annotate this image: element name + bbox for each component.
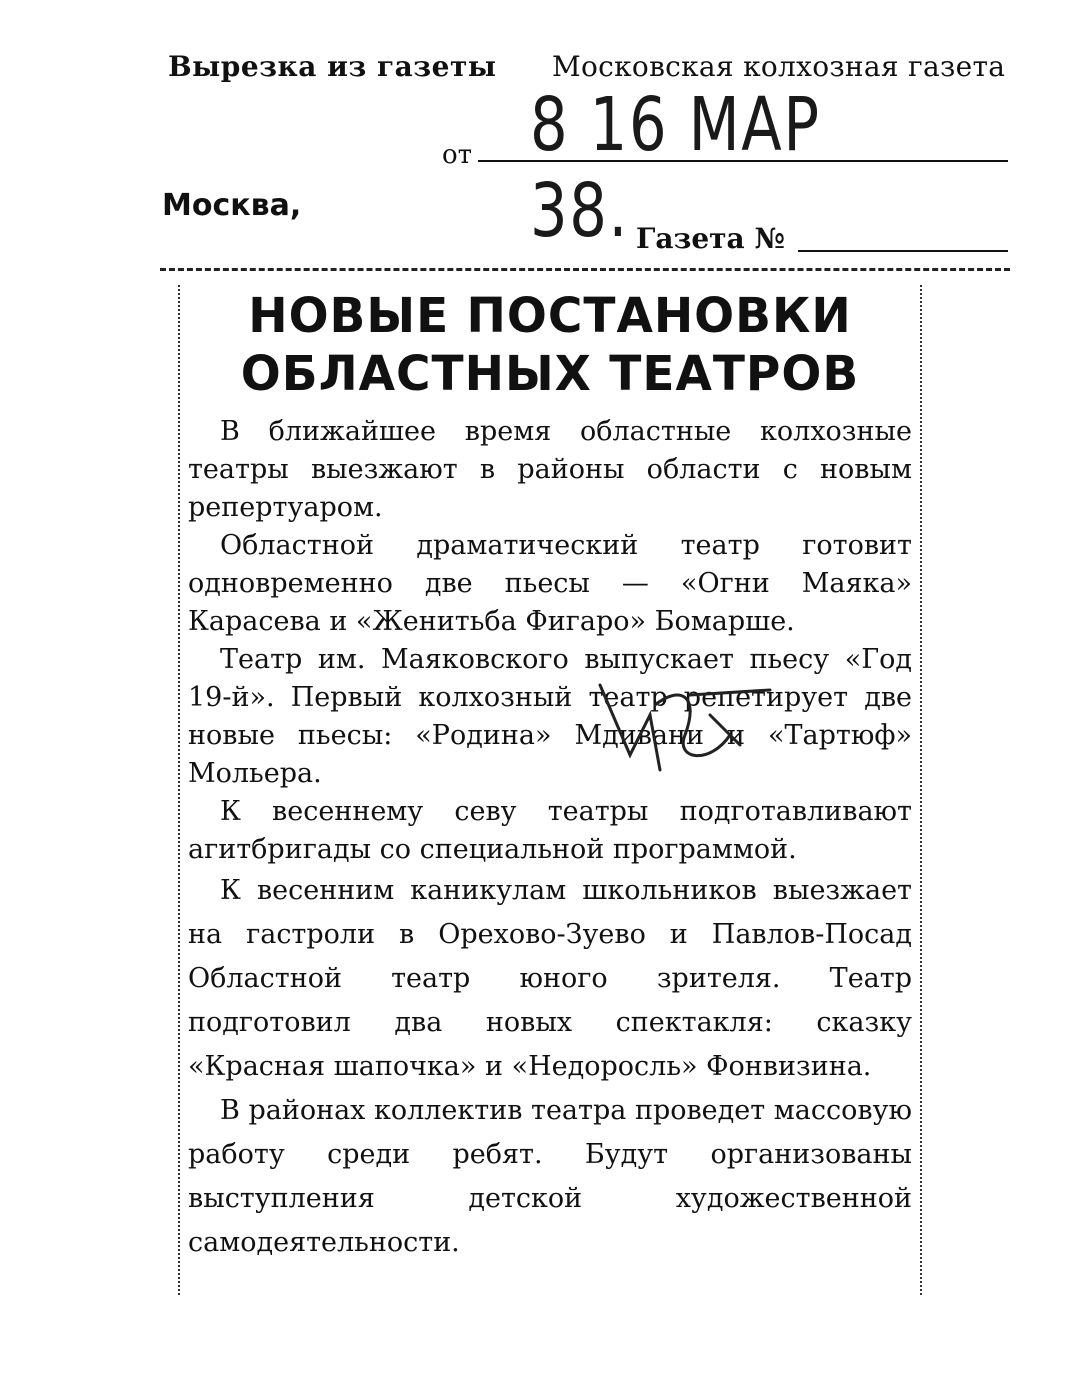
clipping-label: Вырезка из газеты: [168, 50, 497, 83]
headline-line-2: ОБЛАСТНЫХ ТЕАТРОВ: [240, 346, 860, 402]
date-stamp: 8 16 МАР 38.: [530, 82, 821, 254]
headline-line-1: НОВЫЕ ПОСТАНОВКИ: [248, 288, 852, 344]
article-body: [188, 413, 912, 1265]
issue-number-line: [798, 250, 1008, 252]
clipping-header: [160, 40, 1020, 270]
from-label: от: [442, 140, 473, 170]
header-divider: [160, 268, 1010, 271]
paragraph-5: К весенним каникулам школьников выезжает на гастроли в Орехово-Зуево и Павлов-Посад Областной театр юного зрителя. Театр подготовил два новых спектакля: сказку «Красная шапочка» и «Недоросль» Фонвизина.: [188, 875, 912, 1082]
article-clipping: [178, 285, 922, 1295]
paragraph-4: К весеннему севу театры подготавливают агитбригады со специальной программой.: [188, 796, 912, 865]
headline: [197, 287, 903, 403]
paragraph-3: Театр им. Маяковского выпускает пьесу «Год 19-й». Первый колхозный театр репетирует две новые пьесы: «Родина» Мдивани и «Тартюф» Мольера.: [188, 644, 912, 789]
paragraph-1: В ближайшее время областные колхозные театры выезжают в районы области с новым репертуаром.: [188, 416, 912, 523]
paragraph-6: В районах коллектив театра проведет массовую работу среди ребят. Будут организованы выступления детской художественной самодеятельности.: [188, 1095, 912, 1258]
paragraph-2: Областной драматический театр готовит одновременно две пьесы — «Огни Маяка» Карасева и «Женитьба Фигаро» Бомарше.: [188, 530, 912, 637]
newspaper-name: Московская колхозная газета: [552, 50, 1006, 83]
city-label: Москва,: [162, 188, 302, 223]
date-line: [478, 160, 1008, 162]
issue-number-label: Газета №: [636, 222, 785, 255]
handwritten-mark: [590, 675, 790, 785]
